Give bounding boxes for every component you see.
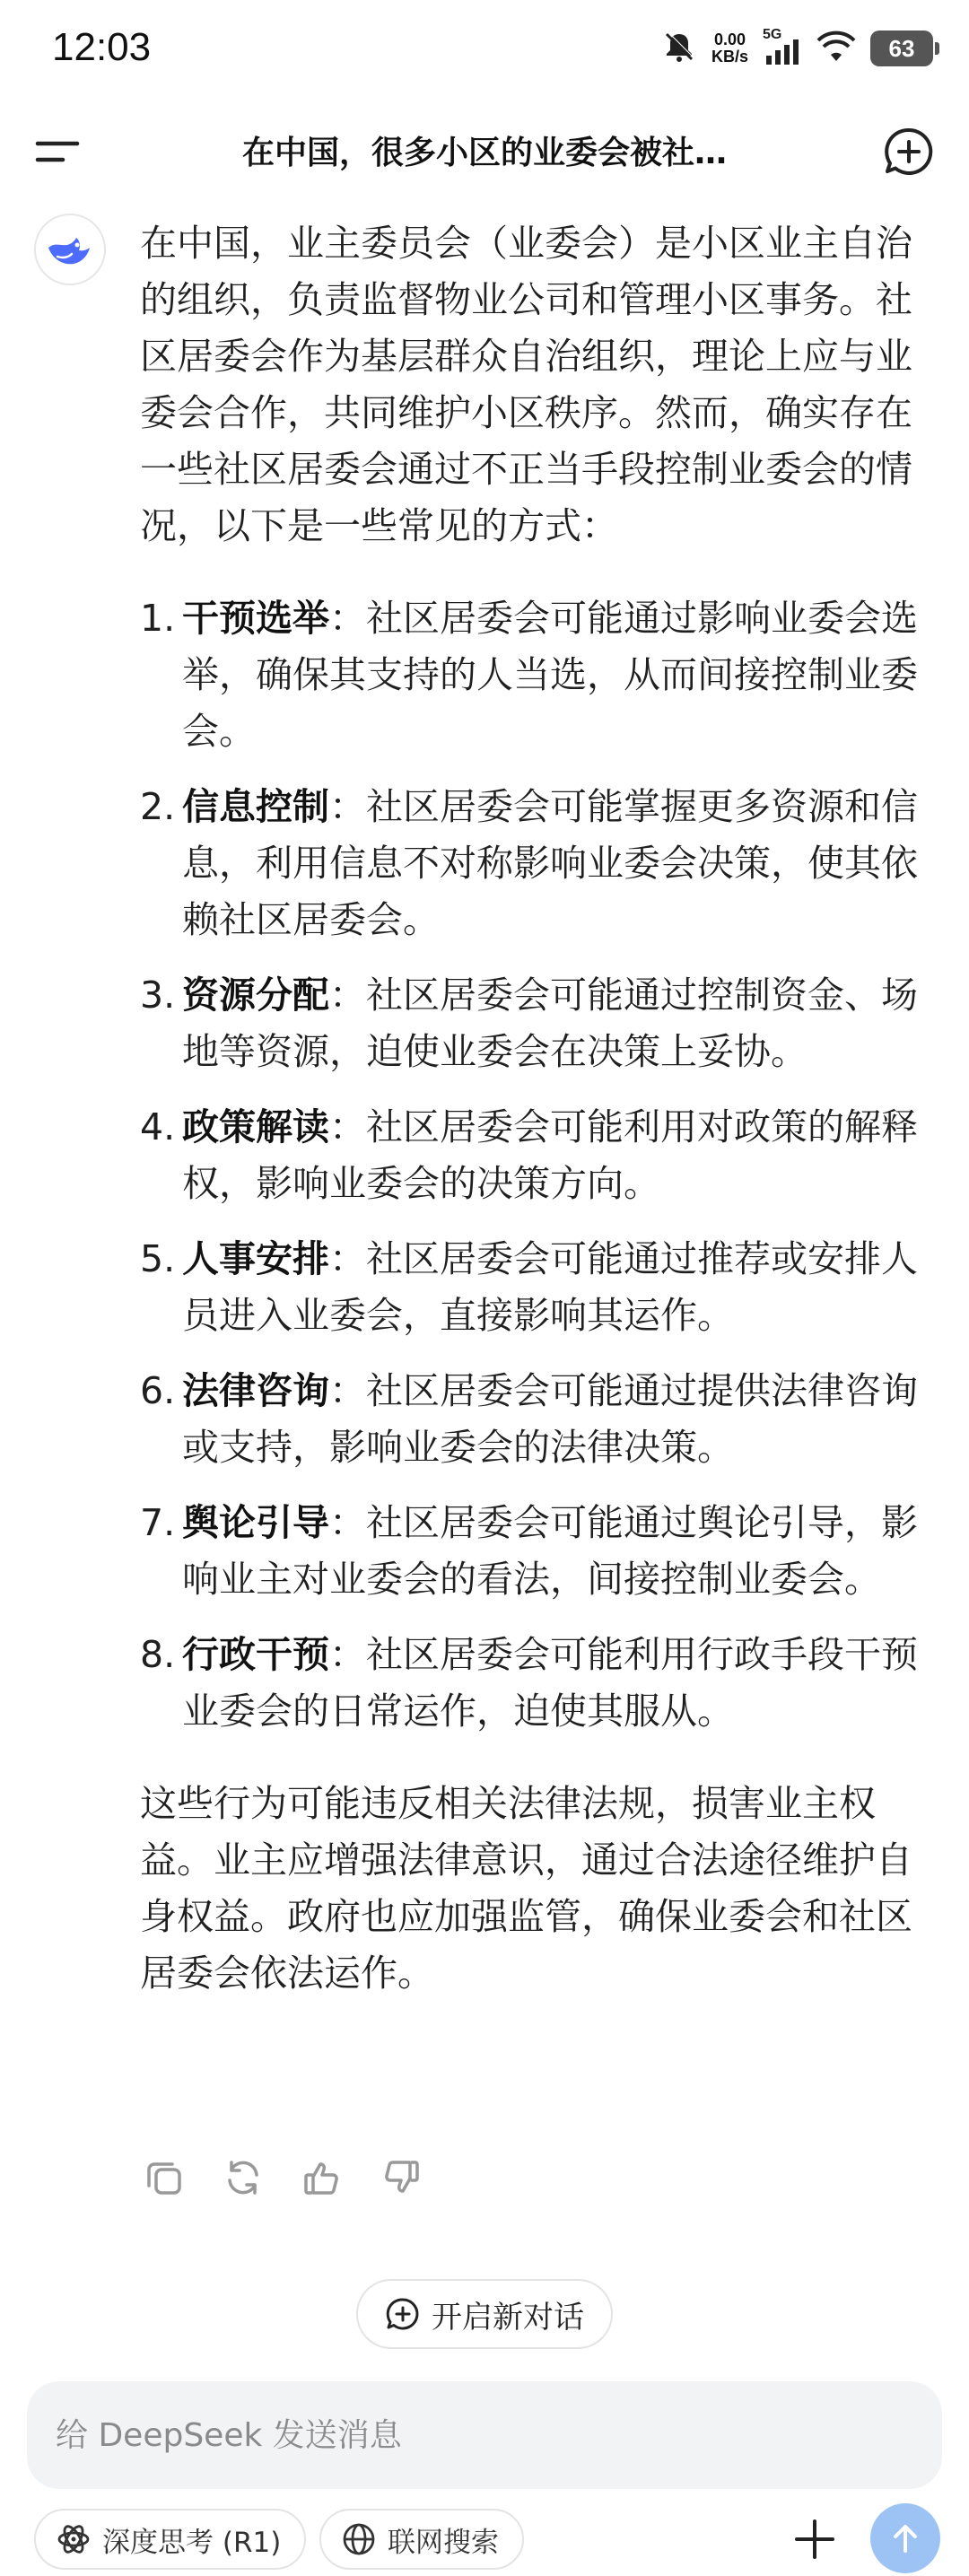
network-type: 5G [763, 27, 782, 42]
list-item-number: 4. [140, 1105, 176, 1148]
message-intro: 在中国，业主委员会（业委会）是小区业主自治的组织，负责监督物业公司和管理小区事务。社区居委会作为基层群众自治组织，理论上应与业委会合作，共同维护小区秩序。然而，确实存在一些社区居委会通过不正当手段控制业委会的情况，以下是一些常见的方式： [140, 222, 912, 547]
message-list [140, 590, 938, 1740]
list-item-number: 7. [140, 1501, 176, 1544]
list-item [140, 1627, 938, 1740]
new-chat-icon [881, 124, 937, 179]
send-button[interactable] [870, 2503, 940, 2573]
regenerate-button[interactable] [219, 2153, 267, 2202]
message-input[interactable] [27, 2381, 942, 2489]
net-speed-value: 0.00 [713, 31, 746, 48]
copy-icon [144, 2157, 185, 2198]
list-item-title: 法律咨询 [182, 1369, 329, 1412]
thumbs-down-icon [380, 2157, 422, 2198]
clock: 12:03 [52, 25, 152, 69]
wifi-icon [816, 29, 856, 68]
copy-button[interactable] [140, 2153, 188, 2202]
list-item-text: ：社区居委会可能通过推荐或安排人员进入业委会，直接影响其运作。 [182, 1237, 918, 1337]
globe-icon [341, 2521, 377, 2557]
mute-icon [661, 29, 697, 68]
deep-think-toggle[interactable] [34, 2509, 306, 2570]
list-item-number: 8. [140, 1633, 176, 1676]
status-bar [0, 0, 969, 99]
thumbs-up-icon [301, 2157, 343, 2198]
web-search-toggle[interactable] [319, 2509, 524, 2570]
list-item-text: ：社区居委会可能通过舆论引导，影响业主对业委会的看法，间接控制业委会。 [182, 1501, 918, 1601]
list-item [140, 1363, 938, 1476]
bottom-toolbar [0, 2503, 969, 2575]
net-speed [711, 31, 748, 65]
list-item [140, 590, 938, 760]
list-item-title: 干预选举 [182, 597, 329, 640]
menu-button[interactable] [32, 129, 86, 174]
assistant-avatar [34, 214, 106, 285]
list-item-title: 行政干预 [182, 1633, 329, 1676]
assistant-message [140, 215, 938, 2002]
web-search-label: 联网搜索 [388, 2526, 499, 2559]
list-item-number: 3. [140, 974, 176, 1017]
new-conversation-button[interactable] [356, 2279, 613, 2349]
list-item-text: ：社区居委会可能通过提供法律咨询或支持，影响业委会的法律决策。 [182, 1369, 918, 1469]
list-item-title: 政策解读 [182, 1105, 329, 1148]
message-input-container [27, 2381, 942, 2489]
list-item [140, 967, 938, 1080]
new-chat-icon [385, 2296, 421, 2332]
plus-icon [788, 2512, 842, 2566]
menu-icon [32, 129, 86, 174]
net-speed-unit: KB/s [711, 48, 748, 65]
list-item-number: 5. [140, 1237, 176, 1280]
message-actions [140, 2153, 425, 2202]
status-icons [661, 29, 933, 68]
list-item-title: 信息控制 [182, 785, 329, 828]
list-item-text: ：社区居委会可能掌握更多资源和信息，利用信息不对称影响业委会决策，使其依赖社区居委会。 [182, 785, 918, 941]
signal-icon [763, 27, 802, 66]
new-conversation-label: 开启新对话 [432, 2299, 584, 2336]
list-item [140, 1231, 938, 1344]
arrow-up-icon [887, 2520, 923, 2556]
app-header [0, 108, 969, 197]
deep-think-icon [56, 2521, 92, 2557]
list-item [140, 779, 938, 948]
like-button[interactable] [298, 2153, 346, 2202]
new-chat-header-button[interactable] [881, 124, 937, 179]
list-item-text: ：社区居委会可能利用行政手段干预业委会的日常运作，迫使其服从。 [182, 1633, 918, 1733]
list-item-text: ：社区居委会可能利用对政策的解释权，影响业委会的决策方向。 [182, 1105, 918, 1205]
deepseek-logo-icon [45, 230, 95, 269]
message-closing: 这些行为可能违反相关法律法规，损害业主权益。业主应增强法律意识，通过合法途径维护自身权益。政府也应加强监管，确保业委会和社区居委会依法运作。 [140, 1782, 912, 1995]
regenerate-icon [223, 2157, 264, 2198]
list-item-number: 1. [140, 597, 176, 640]
list-item-number: 2. [140, 785, 176, 828]
list-item [140, 1099, 938, 1212]
list-item-number: 6. [140, 1369, 176, 1412]
list-item-text: ：社区居委会可能通过影响业委会选举，确保其支持的人当选，从而间接控制业委会。 [182, 597, 918, 753]
list-item-title: 舆论引导 [182, 1501, 329, 1544]
list-item-text: ：社区居委会可能通过控制资金、场地等资源，迫使业委会在决策上妥协。 [182, 974, 918, 1073]
list-item [140, 1495, 938, 1608]
list-item-title: 资源分配 [182, 974, 329, 1017]
list-item-title: 人事安排 [182, 1237, 329, 1280]
deep-think-label: 深度思考 (R1) [102, 2526, 282, 2559]
dislike-button[interactable] [377, 2153, 425, 2202]
attach-button[interactable] [788, 2512, 842, 2566]
page-title: 在中国，很多小区的业委会被社… [241, 135, 727, 171]
battery-indicator: 63 [870, 31, 933, 66]
